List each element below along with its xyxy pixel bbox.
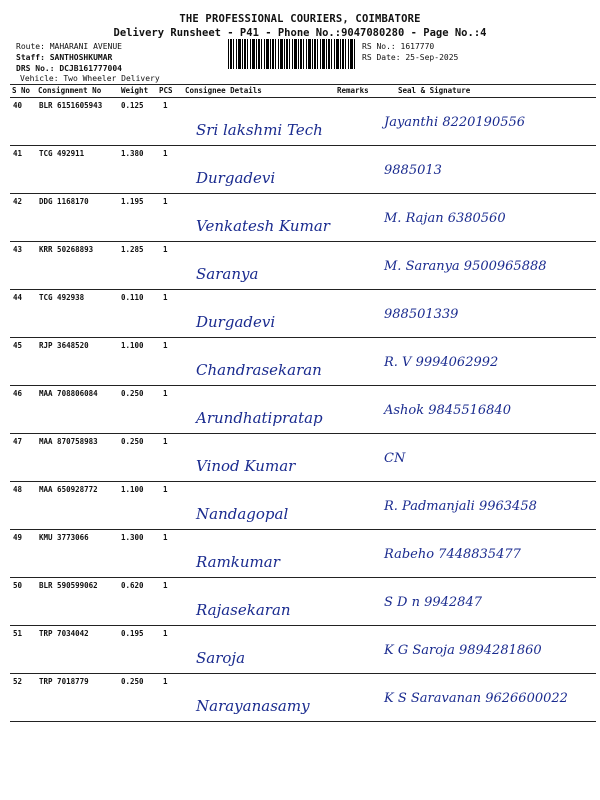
handwritten-signature: 9885013	[384, 163, 442, 178]
cell-sno: 47	[13, 437, 23, 446]
vehicle-label: Vehicle: Two Wheeler Delivery	[20, 74, 160, 83]
cell-sno: 46	[13, 389, 23, 398]
cell-consignment-no: TCG 492938	[39, 293, 85, 302]
row-separator	[10, 721, 596, 722]
cell-sno: 41	[13, 149, 23, 158]
handwritten-signature: R. Padmanjali 9963458	[384, 499, 537, 514]
cell-consignment-no: MAA 870758983	[39, 437, 98, 446]
cell-weight: 1.380	[121, 149, 144, 158]
cell-weight: 1.285	[121, 245, 144, 254]
handwritten-signature: Rabeho 7448835477	[384, 547, 521, 562]
cell-weight: 1.195	[121, 197, 144, 206]
handwritten-consignee: Saroja	[196, 649, 246, 667]
handwritten-consignee: Durgadevi	[196, 169, 276, 187]
company-name: THE PROFESSIONAL COURIERS, COIMBATORE	[179, 13, 421, 25]
handwritten-consignee: Narayanasamy	[196, 697, 310, 715]
col-consignment-header: Consignment No	[38, 86, 102, 95]
row-separator	[10, 673, 596, 674]
row-separator	[10, 241, 596, 242]
rs-number: RS No.: 1617770	[362, 42, 435, 51]
barcode-icon	[228, 39, 356, 69]
cell-pcs: 1	[163, 389, 168, 398]
cell-consignment-no: MAA 708806084	[39, 389, 98, 398]
cell-pcs: 1	[163, 245, 168, 254]
handwritten-consignee: Arundhatipratap	[196, 409, 323, 427]
row-separator	[10, 433, 596, 434]
handwritten-signature: K S Saravanan 9626600022	[384, 691, 568, 706]
cell-weight: 1.300	[121, 533, 144, 542]
handwritten-signature: S D n 9942847	[384, 595, 482, 610]
handwritten-signature: M. Saranya 9500965888	[384, 259, 547, 274]
row-separator	[10, 529, 596, 530]
handwritten-consignee: Rajasekaran	[196, 601, 291, 619]
handwritten-signature: K G Saroja 9894281860	[384, 643, 542, 658]
cell-sno: 48	[13, 485, 23, 494]
cell-pcs: 1	[163, 101, 168, 110]
handwritten-signature: M. Rajan 6380560	[384, 211, 506, 226]
cell-sno: 52	[13, 677, 23, 686]
rs-date: RS Date: 25-Sep-2025	[362, 53, 459, 62]
cell-pcs: 1	[163, 197, 168, 206]
cell-consignment-no: TRP 7018779	[39, 677, 89, 686]
cell-consignment-no: TCG 492911	[39, 149, 85, 158]
cell-weight: 0.250	[121, 677, 144, 686]
cell-sno: 49	[13, 533, 23, 542]
header-bottom-rule	[10, 97, 596, 98]
row-separator	[10, 481, 596, 482]
cell-consignment-no: KMU 3773066	[39, 533, 89, 542]
cell-pcs: 1	[163, 533, 168, 542]
cell-consignment-no: KRR 50268893	[39, 245, 94, 254]
handwritten-signature: R. V 9994062992	[384, 355, 499, 370]
cell-weight: 0.125	[121, 101, 144, 110]
cell-sno: 44	[13, 293, 23, 302]
cell-sno: 43	[13, 245, 23, 254]
route-label: Route: MAHARANI AVENUE	[16, 42, 122, 51]
cell-weight: 0.620	[121, 581, 144, 590]
col-weight-header: Weight	[121, 86, 149, 95]
handwritten-consignee: Saranya	[196, 265, 259, 283]
drs-number: DRS No.: DCJB161777004	[16, 64, 122, 73]
cell-sno: 51	[13, 629, 23, 638]
handwritten-consignee: Sri lakshmi Tech	[196, 121, 323, 139]
cell-consignment-no: DDG 1168170	[39, 197, 89, 206]
row-separator	[10, 145, 596, 146]
cell-consignment-no: TRP 7034042	[39, 629, 89, 638]
header-top-rule	[10, 84, 596, 85]
cell-pcs: 1	[163, 581, 168, 590]
cell-sno: 50	[13, 581, 23, 590]
handwritten-consignee: Durgadevi	[196, 313, 276, 331]
cell-pcs: 1	[163, 293, 168, 302]
col-signature-header: Seal & Signature	[398, 86, 471, 95]
row-separator	[10, 577, 596, 578]
cell-consignment-no: BLR 6151605943	[39, 101, 103, 110]
row-separator	[10, 337, 596, 338]
cell-weight: 1.100	[121, 485, 144, 494]
cell-pcs: 1	[163, 149, 168, 158]
runsheet-subtitle: Delivery Runsheet - P41 - Phone No.:9047080280 - Page No.:4	[113, 27, 487, 39]
cell-sno: 40	[13, 101, 23, 110]
handwritten-consignee: Vinod Kumar	[196, 457, 296, 475]
cell-consignment-no: RJP 3648520	[39, 341, 89, 350]
handwritten-consignee: Nandagopal	[196, 505, 289, 523]
cell-weight: 0.195	[121, 629, 144, 638]
cell-consignment-no: MAA 650928772	[39, 485, 98, 494]
handwritten-consignee: Venkatesh Kumar	[196, 217, 330, 235]
cell-pcs: 1	[163, 437, 168, 446]
row-separator	[10, 193, 596, 194]
cell-weight: 0.250	[121, 389, 144, 398]
row-separator	[10, 385, 596, 386]
cell-weight: 0.110	[121, 293, 144, 302]
cell-sno: 45	[13, 341, 23, 350]
cell-weight: 0.250	[121, 437, 144, 446]
cell-weight: 1.100	[121, 341, 144, 350]
cell-consignment-no: BLR 590599062	[39, 581, 98, 590]
row-separator	[10, 289, 596, 290]
handwritten-consignee: Chandrasekaran	[196, 361, 322, 379]
col-pcs-header: PCS	[159, 86, 173, 95]
cell-pcs: 1	[163, 341, 168, 350]
row-separator	[10, 625, 596, 626]
handwritten-signature: CN	[384, 451, 406, 466]
col-sno-header: S No	[12, 86, 31, 95]
col-remarks-header: Remarks	[337, 86, 369, 95]
cell-sno: 42	[13, 197, 23, 206]
col-consignee-header: Consignee Details	[185, 86, 262, 95]
cell-pcs: 1	[163, 677, 168, 686]
cell-pcs: 1	[163, 485, 168, 494]
handwritten-signature: Jayanthi 8220190556	[384, 115, 526, 130]
staff-label: Staff: SANTHOSHKUMAR	[16, 53, 113, 62]
handwritten-signature: Ashok 9845516840	[384, 403, 511, 418]
handwritten-signature: 988501339	[384, 307, 459, 322]
handwritten-consignee: Ramkumar	[196, 553, 280, 571]
cell-pcs: 1	[163, 629, 168, 638]
